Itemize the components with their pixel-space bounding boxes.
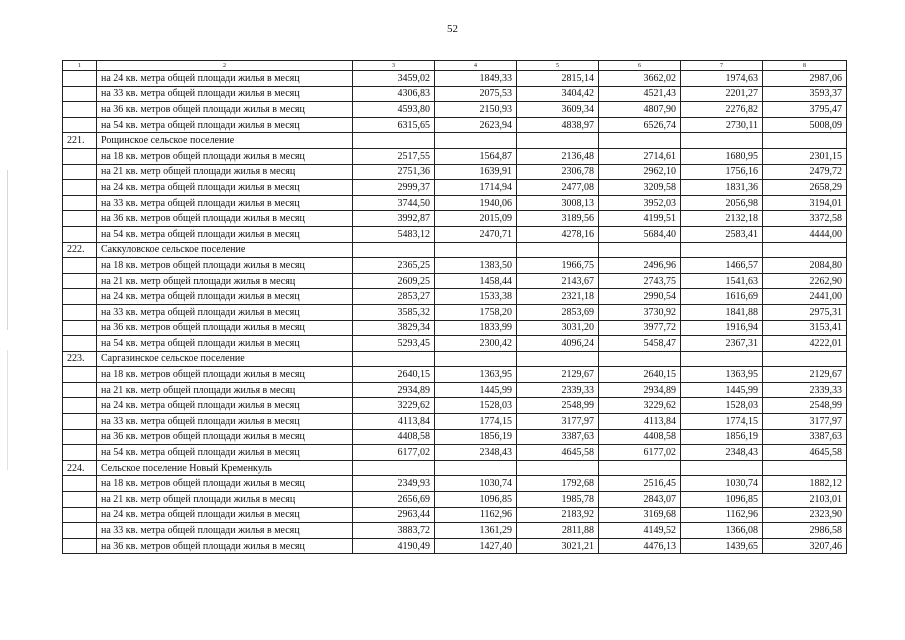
value-cell: 2987,06	[763, 71, 847, 87]
table-row	[63, 445, 847, 461]
value-cell: 3031,20	[517, 320, 599, 336]
value-cell: 4306,83	[353, 86, 435, 102]
value-cell: 1366,08	[681, 523, 763, 539]
section-title: Саккуловское сельское поселение	[97, 242, 353, 258]
table-row	[63, 429, 847, 445]
table-row	[63, 367, 847, 383]
value-cell: 4096,24	[517, 336, 599, 352]
value-cell: 2348,43	[435, 445, 517, 461]
value-cell: 5483,12	[353, 226, 435, 242]
value-cell: 6315,65	[353, 117, 435, 133]
section-number: 221.	[63, 133, 97, 149]
value-cell: 2743,75	[599, 273, 681, 289]
section-title: Сельское поселение Новый Кременкуль	[97, 460, 353, 476]
empty-cell	[353, 351, 435, 367]
value-cell: 6526,74	[599, 117, 681, 133]
empty-index-cell	[63, 429, 97, 445]
value-cell: 2496,96	[599, 258, 681, 274]
value-cell: 1841,88	[681, 304, 763, 320]
value-cell: 1714,94	[435, 180, 517, 196]
section-header-row	[63, 133, 847, 149]
value-cell: 5684,40	[599, 226, 681, 242]
row-label: на 21 кв. метр общей площади жилья в месяц	[97, 382, 353, 398]
row-label: на 33 кв. метра общей площади жилья в месяц	[97, 304, 353, 320]
value-cell: 2306,78	[517, 164, 599, 180]
value-cell: 2276,82	[681, 102, 763, 118]
value-cell: 1616,69	[681, 289, 763, 305]
value-cell: 2853,27	[353, 289, 435, 305]
column-number: 1	[63, 61, 97, 71]
value-cell: 3662,02	[599, 71, 681, 87]
value-cell: 2075,53	[435, 86, 517, 102]
value-cell: 1030,74	[681, 476, 763, 492]
value-cell: 2751,36	[353, 164, 435, 180]
value-cell: 1445,99	[435, 382, 517, 398]
empty-index-cell	[63, 71, 97, 87]
empty-cell	[599, 460, 681, 476]
value-cell: 2640,15	[599, 367, 681, 383]
table-row	[63, 180, 847, 196]
empty-index-cell	[63, 336, 97, 352]
value-cell: 1439,65	[681, 538, 763, 554]
table-row	[63, 492, 847, 508]
value-cell: 1774,15	[435, 414, 517, 430]
row-label: на 24 кв. метра общей площади жилья в месяц	[97, 289, 353, 305]
value-cell: 4838,97	[517, 117, 599, 133]
empty-cell	[517, 133, 599, 149]
row-label: на 21 кв. метр общей площади жилья в месяц	[97, 273, 353, 289]
value-cell: 1096,85	[681, 492, 763, 508]
value-cell: 1985,78	[517, 492, 599, 508]
value-cell: 2811,88	[517, 523, 599, 539]
value-cell: 3459,02	[353, 71, 435, 87]
value-cell: 2853,69	[517, 304, 599, 320]
empty-cell	[435, 242, 517, 258]
section-number: 222.	[63, 242, 97, 258]
value-cell: 3229,62	[353, 398, 435, 414]
row-label: на 54 кв. метра общей площади жилья в месяц	[97, 336, 353, 352]
section-number: 223.	[63, 351, 97, 367]
row-label: на 33 кв. метра общей площади жилья в месяц	[97, 86, 353, 102]
row-label: на 18 кв. метров общей площади жилья в месяц	[97, 258, 353, 274]
empty-cell	[599, 133, 681, 149]
empty-cell	[763, 460, 847, 476]
value-cell: 3177,97	[763, 414, 847, 430]
value-cell: 2339,33	[517, 382, 599, 398]
value-cell: 2129,67	[763, 367, 847, 383]
value-cell: 2843,07	[599, 492, 681, 508]
value-cell: 1445,99	[681, 382, 763, 398]
value-cell: 1162,96	[435, 507, 517, 523]
empty-cell	[353, 242, 435, 258]
value-cell: 1533,38	[435, 289, 517, 305]
empty-cell	[353, 133, 435, 149]
empty-cell	[435, 351, 517, 367]
value-cell: 1774,15	[681, 414, 763, 430]
empty-index-cell	[63, 492, 97, 508]
empty-cell	[435, 460, 517, 476]
value-cell: 3829,34	[353, 320, 435, 336]
empty-cell	[763, 242, 847, 258]
value-cell: 1974,63	[681, 71, 763, 87]
table-row	[63, 258, 847, 274]
value-cell: 3744,50	[353, 195, 435, 211]
value-cell: 2990,54	[599, 289, 681, 305]
value-cell: 1758,20	[435, 304, 517, 320]
value-cell: 1363,95	[681, 367, 763, 383]
row-label: на 54 кв. метра общей площади жилья в месяц	[97, 226, 353, 242]
value-cell: 1792,68	[517, 476, 599, 492]
value-cell: 3795,47	[763, 102, 847, 118]
value-cell: 1966,75	[517, 258, 599, 274]
value-cell: 1528,03	[681, 398, 763, 414]
value-cell: 1916,94	[681, 320, 763, 336]
tariff-table	[62, 60, 847, 554]
empty-index-cell	[63, 289, 97, 305]
table-row	[63, 195, 847, 211]
empty-index-cell	[63, 226, 97, 242]
value-cell: 2367,31	[681, 336, 763, 352]
value-cell: 3387,63	[763, 429, 847, 445]
section-title: Саргазинское сельское поселение	[97, 351, 353, 367]
empty-index-cell	[63, 382, 97, 398]
value-cell: 3021,21	[517, 538, 599, 554]
row-label: на 33 кв. метра общей площади жилья в месяц	[97, 195, 353, 211]
value-cell: 2999,37	[353, 180, 435, 196]
value-cell: 2470,71	[435, 226, 517, 242]
section-header-row	[63, 460, 847, 476]
value-cell: 4199,51	[599, 211, 681, 227]
value-cell: 4113,84	[599, 414, 681, 430]
value-cell: 5008,09	[763, 117, 847, 133]
row-label: на 21 кв. метр общей площади жилья в месяц	[97, 164, 353, 180]
value-cell: 2548,99	[763, 398, 847, 414]
value-cell: 2640,15	[353, 367, 435, 383]
table-row	[63, 382, 847, 398]
value-cell: 2103,01	[763, 492, 847, 508]
table-row	[63, 304, 847, 320]
empty-cell	[681, 351, 763, 367]
value-cell: 1363,95	[435, 367, 517, 383]
value-cell: 4190,49	[353, 538, 435, 554]
empty-index-cell	[63, 180, 97, 196]
table-row	[63, 523, 847, 539]
value-cell: 1856,19	[681, 429, 763, 445]
row-label: на 24 кв. метра общей площади жилья в месяц	[97, 398, 353, 414]
value-cell: 2516,45	[599, 476, 681, 492]
value-cell: 3992,87	[353, 211, 435, 227]
value-cell: 2339,33	[763, 382, 847, 398]
value-cell: 2986,58	[763, 523, 847, 539]
value-cell: 4645,58	[517, 445, 599, 461]
table-row	[63, 226, 847, 242]
empty-index-cell	[63, 523, 97, 539]
table-row	[63, 273, 847, 289]
empty-cell	[681, 460, 763, 476]
value-cell: 2348,43	[681, 445, 763, 461]
value-cell: 3189,56	[517, 211, 599, 227]
row-label: на 24 кв. метра общей площади жилья в месяц	[97, 71, 353, 87]
value-cell: 2934,89	[599, 382, 681, 398]
empty-cell	[681, 242, 763, 258]
value-cell: 2132,18	[681, 211, 763, 227]
value-cell: 2300,42	[435, 336, 517, 352]
value-cell: 3387,63	[517, 429, 599, 445]
empty-cell	[763, 133, 847, 149]
table-row	[63, 211, 847, 227]
value-cell: 1541,63	[681, 273, 763, 289]
value-cell: 1383,50	[435, 258, 517, 274]
value-cell: 1564,87	[435, 148, 517, 164]
empty-cell	[353, 460, 435, 476]
value-cell: 3977,72	[599, 320, 681, 336]
value-cell: 3593,37	[763, 86, 847, 102]
empty-index-cell	[63, 445, 97, 461]
empty-index-cell	[63, 211, 97, 227]
column-number: 6	[599, 61, 681, 71]
empty-index-cell	[63, 102, 97, 118]
scan-edge-mark	[7, 170, 8, 330]
empty-index-cell	[63, 258, 97, 274]
value-cell: 1831,36	[681, 180, 763, 196]
value-cell: 2015,09	[435, 211, 517, 227]
row-label: на 24 кв. метра общей площади жилья в месяц	[97, 507, 353, 523]
value-cell: 2301,15	[763, 148, 847, 164]
table-row	[63, 289, 847, 305]
empty-index-cell	[63, 414, 97, 430]
empty-index-cell	[63, 476, 97, 492]
value-cell: 1162,96	[681, 507, 763, 523]
empty-index-cell	[63, 148, 97, 164]
row-label: на 33 кв. метра общей площади жилья в месяц	[97, 523, 353, 539]
value-cell: 1096,85	[435, 492, 517, 508]
table-row	[63, 336, 847, 352]
row-label: на 24 кв. метра общей площади жилья в месяц	[97, 180, 353, 196]
value-cell: 3952,03	[599, 195, 681, 211]
value-cell: 3883,72	[353, 523, 435, 539]
row-label: на 54 кв. метра общей площади жилья в месяц	[97, 117, 353, 133]
value-cell: 2441,00	[763, 289, 847, 305]
value-cell: 1030,74	[435, 476, 517, 492]
value-cell: 1427,40	[435, 538, 517, 554]
value-cell: 4278,16	[517, 226, 599, 242]
table-row	[63, 148, 847, 164]
value-cell: 2201,27	[681, 86, 763, 102]
row-label: на 36 кв. метров общей площади жилья в месяц	[97, 538, 353, 554]
table-row	[63, 414, 847, 430]
value-cell: 2477,08	[517, 180, 599, 196]
section-header-row	[63, 351, 847, 367]
value-cell: 1940,06	[435, 195, 517, 211]
value-cell: 3207,46	[763, 538, 847, 554]
table-row	[63, 71, 847, 87]
empty-index-cell	[63, 367, 97, 383]
value-cell: 3209,58	[599, 180, 681, 196]
value-cell: 1458,44	[435, 273, 517, 289]
table-row	[63, 398, 847, 414]
value-cell: 3008,13	[517, 195, 599, 211]
value-cell: 4645,58	[763, 445, 847, 461]
value-cell: 3609,34	[517, 102, 599, 118]
section-header-row	[63, 242, 847, 258]
value-cell: 4593,80	[353, 102, 435, 118]
value-cell: 4476,13	[599, 538, 681, 554]
value-cell: 3194,01	[763, 195, 847, 211]
table-row	[63, 538, 847, 554]
value-cell: 2129,67	[517, 367, 599, 383]
value-cell: 2656,69	[353, 492, 435, 508]
value-cell: 2963,44	[353, 507, 435, 523]
empty-cell	[435, 133, 517, 149]
value-cell: 4408,58	[353, 429, 435, 445]
value-cell: 2962,10	[599, 164, 681, 180]
value-cell: 1882,12	[763, 476, 847, 492]
value-cell: 2323,90	[763, 507, 847, 523]
value-cell: 2730,11	[681, 117, 763, 133]
empty-cell	[599, 351, 681, 367]
value-cell: 2479,72	[763, 164, 847, 180]
value-cell: 2975,31	[763, 304, 847, 320]
row-label: на 36 кв. метров общей площади жилья в месяц	[97, 429, 353, 445]
column-number: 5	[517, 61, 599, 71]
value-cell: 3229,62	[599, 398, 681, 414]
empty-index-cell	[63, 86, 97, 102]
value-cell: 3372,58	[763, 211, 847, 227]
table-row	[63, 507, 847, 523]
column-numbers-row	[63, 61, 847, 71]
value-cell: 2934,89	[353, 382, 435, 398]
row-label: на 33 кв. метра общей площади жилья в месяц	[97, 414, 353, 430]
table-row	[63, 117, 847, 133]
value-cell: 2136,48	[517, 148, 599, 164]
value-cell: 2365,25	[353, 258, 435, 274]
table-row	[63, 102, 847, 118]
table-row	[63, 86, 847, 102]
value-cell: 2150,93	[435, 102, 517, 118]
value-cell: 2517,55	[353, 148, 435, 164]
empty-index-cell	[63, 538, 97, 554]
value-cell: 3404,42	[517, 86, 599, 102]
empty-index-cell	[63, 398, 97, 414]
value-cell: 2714,61	[599, 148, 681, 164]
value-cell: 4521,43	[599, 86, 681, 102]
empty-cell	[517, 460, 599, 476]
value-cell: 1639,91	[435, 164, 517, 180]
value-cell: 4113,84	[353, 414, 435, 430]
column-number: 8	[763, 61, 847, 71]
row-label: на 18 кв. метров общей площади жилья в месяц	[97, 367, 353, 383]
empty-index-cell	[63, 117, 97, 133]
value-cell: 2548,99	[517, 398, 599, 414]
empty-index-cell	[63, 304, 97, 320]
value-cell: 2349,93	[353, 476, 435, 492]
table-row	[63, 320, 847, 336]
table-row	[63, 476, 847, 492]
empty-index-cell	[63, 273, 97, 289]
empty-cell	[517, 242, 599, 258]
scan-edge-mark	[7, 350, 8, 470]
value-cell: 1849,33	[435, 71, 517, 87]
value-cell: 2583,41	[681, 226, 763, 242]
value-cell: 1466,57	[681, 258, 763, 274]
page-number: 52	[447, 23, 458, 35]
column-number: 3	[353, 61, 435, 71]
section-title: Рощинское сельское поселение	[97, 133, 353, 149]
value-cell: 4149,52	[599, 523, 681, 539]
empty-index-cell	[63, 195, 97, 211]
empty-index-cell	[63, 164, 97, 180]
value-cell: 2815,14	[517, 71, 599, 87]
empty-index-cell	[63, 320, 97, 336]
value-cell: 2056,98	[681, 195, 763, 211]
value-cell: 4807,90	[599, 102, 681, 118]
value-cell: 1833,99	[435, 320, 517, 336]
value-cell: 3153,41	[763, 320, 847, 336]
empty-cell	[681, 133, 763, 149]
empty-cell	[763, 351, 847, 367]
value-cell: 4408,58	[599, 429, 681, 445]
value-cell: 1528,03	[435, 398, 517, 414]
column-number: 7	[681, 61, 763, 71]
row-label: на 18 кв. метров общей площади жилья в месяц	[97, 476, 353, 492]
value-cell: 2143,67	[517, 273, 599, 289]
value-cell: 2183,92	[517, 507, 599, 523]
value-cell: 1680,95	[681, 148, 763, 164]
value-cell: 1361,29	[435, 523, 517, 539]
column-number: 4	[435, 61, 517, 71]
row-label: на 18 кв. метров общей площади жилья в месяц	[97, 148, 353, 164]
value-cell: 1756,16	[681, 164, 763, 180]
column-number: 2	[97, 61, 353, 71]
empty-cell	[517, 351, 599, 367]
value-cell: 6177,02	[353, 445, 435, 461]
value-cell: 2321,18	[517, 289, 599, 305]
value-cell: 1856,19	[435, 429, 517, 445]
value-cell: 2658,29	[763, 180, 847, 196]
empty-index-cell	[63, 507, 97, 523]
row-label: на 54 кв. метра общей площади жилья в месяц	[97, 445, 353, 461]
section-number: 224.	[63, 460, 97, 476]
value-cell: 2609,25	[353, 273, 435, 289]
value-cell: 5293,45	[353, 336, 435, 352]
value-cell: 6177,02	[599, 445, 681, 461]
row-label: на 36 кв. метров общей площади жилья в месяц	[97, 211, 353, 227]
value-cell: 2262,90	[763, 273, 847, 289]
row-label: на 36 кв. метров общей площади жилья в месяц	[97, 102, 353, 118]
empty-cell	[599, 242, 681, 258]
value-cell: 4444,00	[763, 226, 847, 242]
value-cell: 4222,01	[763, 336, 847, 352]
value-cell: 2084,80	[763, 258, 847, 274]
value-cell: 3730,92	[599, 304, 681, 320]
value-cell: 5458,47	[599, 336, 681, 352]
value-cell: 2623,94	[435, 117, 517, 133]
value-cell: 3169,68	[599, 507, 681, 523]
table-row	[63, 164, 847, 180]
row-label: на 21 кв. метр общей площади жилья в месяц	[97, 492, 353, 508]
value-cell: 3177,97	[517, 414, 599, 430]
row-label: на 36 кв. метров общей площади жилья в месяц	[97, 320, 353, 336]
value-cell: 3585,32	[353, 304, 435, 320]
